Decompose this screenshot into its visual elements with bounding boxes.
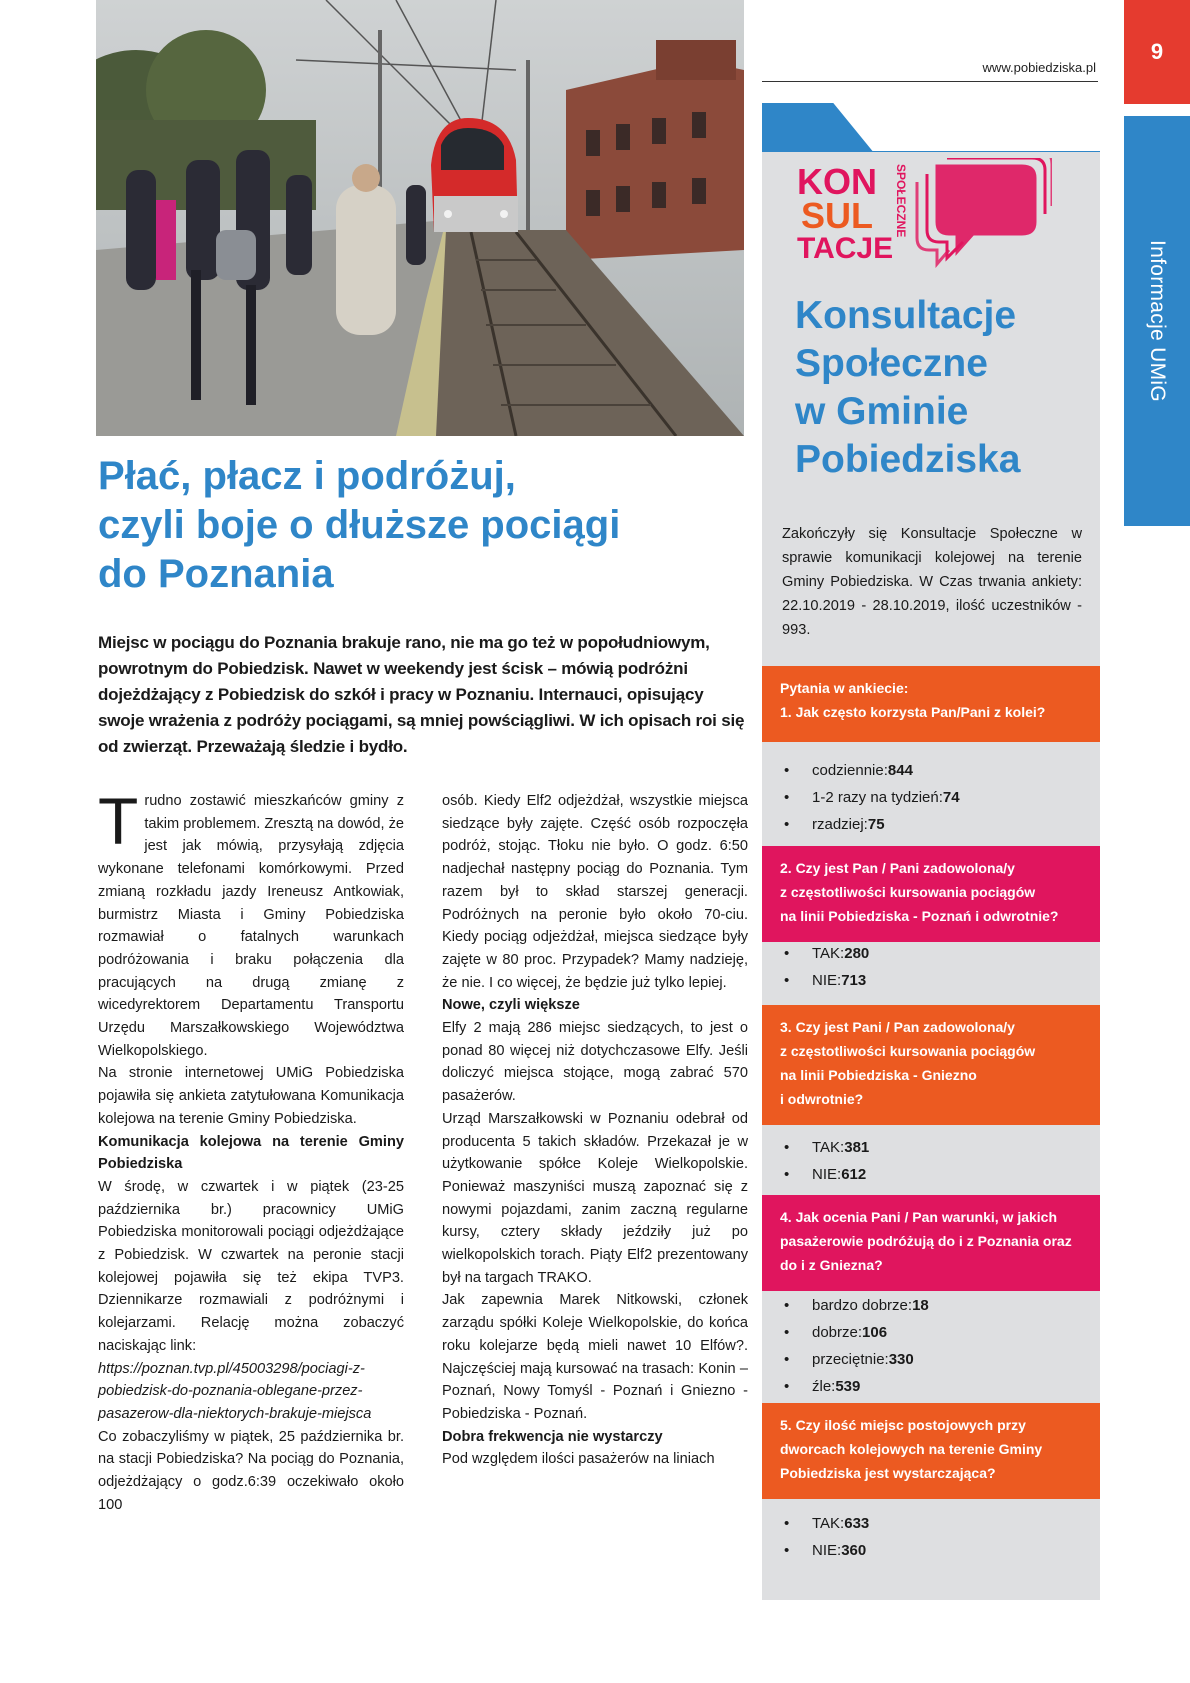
answer-value: 280 — [844, 945, 870, 962]
answer-item — [782, 1346, 1082, 1373]
question-line: 4. Jak ocenia Pani / Pan warunki, w jakich — [780, 1209, 1058, 1225]
question-line: pasażerowie podróżują do i z Poznania oraz — [780, 1233, 1072, 1249]
answer-item — [782, 757, 1082, 784]
section-tab — [1124, 116, 1190, 526]
logo-side-text: SPOŁECZNE — [894, 164, 908, 238]
question-line: na linii Pobiedziska - Poznań i odwrotnie? — [780, 908, 1059, 924]
question-line: Pobiedziska jest wystarczająca? — [780, 1465, 996, 1481]
answer-label: źle: — [812, 1378, 836, 1395]
article-paragraph: Jak zapewnia Marek Nitkowski, członek zarządu spółki Koleje Wielkopolskie, do końca roku kolejarze będą mieli nawet 10 Elfów?. Najczęściej mają kursować na trasach: Konin – Poznań, Nowy Tomyśl - Poznań i Gniezno - Pobiedziska - Poznań. — [442, 1292, 748, 1422]
answers-3 — [782, 1134, 1082, 1188]
question-line: dworcach kolejowych na terenie Gminy — [780, 1441, 1043, 1457]
answer-label: przeciętnie: — [812, 1351, 889, 1368]
article-paragraph: Na stronie internetowej UMiG Pobiedziska pojawiła się ankieta zatytułowana Komunikacja kolejowa na terenie Gminy Pobiedziska. — [98, 1065, 404, 1127]
question-line: do i z Gniezna? — [780, 1257, 883, 1273]
question-line: Pytania w ankiecie: — [780, 680, 909, 696]
speech-bubbles-icon — [917, 158, 1052, 264]
answer-item — [782, 811, 1082, 838]
answer-label: 1-2 razy na tydzień: — [812, 789, 943, 806]
answer-item — [782, 1319, 1082, 1346]
question-line: i odwrotnie? — [780, 1091, 864, 1107]
answer-label: codziennie: — [812, 762, 888, 779]
article-photo-train-platform — [96, 0, 744, 436]
article-subheading: Dobra frekwencja nie wystarczy — [442, 1428, 663, 1445]
sidebar-title-line: Konsultacje — [795, 294, 1017, 337]
answer-item — [782, 1292, 1082, 1319]
answer-value: 381 — [844, 1139, 870, 1156]
question-line: z częstotliwości kursowania pociągów — [780, 884, 1036, 900]
answer-value: 539 — [835, 1378, 861, 1395]
answer-label: TAK: — [812, 945, 845, 962]
answer-label: NIE: — [812, 1542, 842, 1559]
answer-label: TAK: — [812, 1515, 845, 1532]
answer-item — [782, 1537, 1082, 1564]
answers-5 — [782, 1510, 1082, 1564]
paragraph-text: rudno zostawić mieszkańców gminy z takim problemem. Zresztą na dowód, że jest jak mówią, przysyłają zdjęcia wykonane telefonami komórkowymi. Przed zmianą rozkładu jazdy Ireneusz Antkowiak, burmistrz Miasta i Gminy Pobiedziska rozmawiał o fatalnych warunkach podróżowania i braku połączenia dla pracujących na drugą zmianę z wicedyrektorem Departamentu Transportu Urzędu Marszałkowskiego Województwa Wielkopolskiego. — [98, 793, 404, 1059]
answer-value: 74 — [942, 789, 960, 806]
article-title-line: czyli boje o dłuższe pociągi — [98, 503, 621, 547]
sidebar-title-line: Pobiedziska — [795, 438, 1021, 481]
answer-item — [782, 1373, 1082, 1400]
answer-label: TAK: — [812, 1139, 845, 1156]
answer-label: dobrze: — [812, 1324, 863, 1341]
question-line: 3. Czy jest Pani / Pan zadowolona/y — [780, 1019, 1015, 1035]
answer-value: 633 — [844, 1515, 870, 1532]
answer-item — [782, 1161, 1082, 1188]
sidebar-title-line: Społeczne — [795, 342, 988, 385]
article-paragraph: Elfy 2 mają 286 miejsc siedzących, to jest o ponad 80 więcej niż dotychczasowe Elfy. Jeśli doliczyć miejsca stojące, mogą zabrać 570 pasażerów. — [442, 1020, 748, 1105]
question-1-box — [762, 666, 1100, 742]
answer-item — [782, 784, 1082, 811]
answer-label: NIE: — [812, 1166, 842, 1183]
article-subheading: Nowe, czyli większe — [442, 997, 580, 1014]
article-lead: Miejsc w pociągu do Poznania brakuje rano, nie ma go też w popołudniowym, powrotnym do Pobiedzisk. Nawet w weekendy jest ścisk – mówią podróżni dojeżdżający z Pobiedzisk do szkół i pracy w Poznaniu. Internauci, opisujący swoje wrażenia z podróży pociągami, są mniej powściągliwi. W ich opisach roi się od zwierząt. Przeważają śledzie i bydło. — [98, 633, 745, 756]
article-column-1 — [98, 784, 404, 1517]
answer-item — [782, 1134, 1082, 1161]
answer-item — [782, 940, 1082, 967]
answer-label: bardzo dobrze: — [812, 1297, 913, 1314]
answer-label: rzadziej: — [812, 816, 868, 833]
sidebar-intro: Zakończyły się Konsultacje Społeczne w sprawie komunikacji kolejowej na terenie Gminy Pobiedziska. W Czas trwania ankiety: 22.10.2019 - 28.10.2019, ilość uczestników - 993. — [782, 526, 1082, 638]
article-paragraph: Pod względem ilości pasażerów na liniach — [442, 1451, 715, 1468]
sidebar-title — [795, 292, 1085, 484]
question-4-box — [762, 1195, 1100, 1291]
question-line: na linii Pobiedziska - Gniezno — [780, 1067, 977, 1083]
logo-line: SUL — [801, 195, 873, 236]
site-url[interactable]: www.pobiedziska.pl — [982, 60, 1096, 75]
section-label: Informacje UMiG — [1146, 239, 1169, 403]
answer-value: 612 — [841, 1166, 867, 1183]
article-subheading: Komunikacja kolejowa na terenie Gminy Pobiedziska — [98, 1133, 404, 1173]
answer-value: 844 — [887, 762, 913, 779]
answer-label: NIE: — [812, 972, 842, 989]
article-paragraph: Urząd Marszałkowski w Poznaniu odebrał od producenta 5 takich składów. Przekazał je w użytkowanie spółce Koleje Wielkopolskie. Ponieważ maszyniści muszą zapoznać się z nowymi pojazdami, zanim zaczną regularne kursy, cztery składy jeździły już po wielkopolskich torach. Piąty Elf2 prezentowany był na targach TRAKO. — [442, 1110, 748, 1286]
article-paragraph — [98, 784, 404, 1062]
answer-value: 106 — [862, 1324, 888, 1341]
question-line: 2. Czy jest Pan / Pani zadowolona/y — [780, 860, 1015, 876]
answer-item — [782, 967, 1082, 994]
answers-4 — [782, 1292, 1082, 1400]
page-number: 9 — [1124, 0, 1190, 104]
logo-line: KON — [797, 161, 877, 202]
answer-value: 18 — [912, 1297, 929, 1314]
answer-value: 75 — [867, 816, 885, 833]
question-3-box — [762, 1005, 1100, 1125]
article-paragraph: Co zobaczyliśmy w piątek, 25 października br. na stacji Pobiedziska? Na pociąg do Poznania, odjeżdżający o godz.6:39 oczekiwało około 100 — [98, 1428, 404, 1513]
question-2-box — [762, 846, 1100, 942]
sidebar-title-line: w Gminie — [795, 390, 969, 433]
question-line: z częstotliwości kursowania pociągów — [780, 1043, 1036, 1059]
sidebar-banner — [762, 103, 1100, 152]
question-line: 5. Czy ilość miejsc postojowych przy — [780, 1417, 1026, 1433]
konsultacje-logo — [797, 158, 1052, 268]
article-paragraph: W środę, w czwartek i w piątek (23-25 października br.) pracownicy UMiG Pobiedziska monitorowali pociągi odjeżdżające z Pobiedzisk. W czwartek na peronie stacji kolejowej pojawiła się też ekipa TVP3. Dziennikarze rozmawiali z podróżnymi i kolejarzami. Relację można zobaczyć naciskając link: — [98, 1178, 404, 1354]
article-title — [98, 452, 748, 599]
drop-cap: T — [98, 784, 139, 858]
answers-2 — [782, 940, 1082, 994]
question-line: 1. Jak często korzysta Pan/Pani z kolei? — [780, 704, 1046, 720]
answer-value: 330 — [888, 1351, 914, 1368]
logo-line: TACJE — [797, 232, 894, 265]
answer-value: 713 — [841, 972, 867, 989]
article-column-2 — [442, 790, 748, 1471]
tvp-article-link[interactable]: https://poznan.tvp.pl/45003298/pociagi-z-pobiedzisk-do-poznania-oblegane-przez-pasazerow-dla-niektorych-brakuje-miejsca — [98, 1360, 372, 1422]
answer-item — [782, 1510, 1082, 1537]
header-rule — [762, 81, 1098, 82]
article-title-line: Płać, płacz i podróżuj, — [98, 454, 516, 498]
article-title-line: do Poznania — [98, 552, 334, 596]
question-5-box — [762, 1403, 1100, 1499]
answer-value: 360 — [841, 1542, 867, 1559]
answers-1 — [782, 757, 1082, 838]
article-paragraph: osób. Kiedy Elf2 odjeżdżał, wszystkie miejsca siedzące były zajęte. Część osób rozpoczęła podróż, stojąc. Tłoku nie było. O godz. 6:50 nadjechał następny pociąg do Poznania. Tym razem był to skład starszej generacji. Podróżnych na peronie było około 70-ciu. Kiedy pociąg odjeżdżał, miejsca siedzące były zajęte w 80 proc. Przypadek? Mamy nadzieję, że nie. I co więcej, że będzie już tylko lepiej. — [442, 793, 748, 991]
